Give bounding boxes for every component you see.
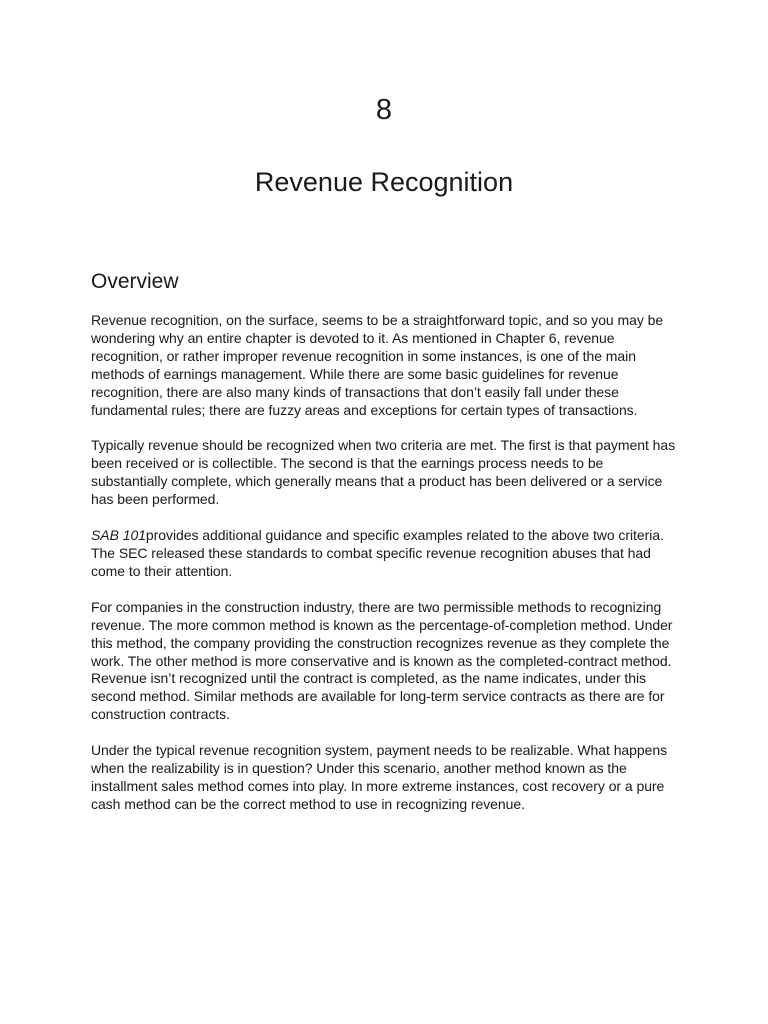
paragraph-3-text: provides additional guidance and specific examples related to the above two criteria. The SEC released these standards to combat specific revenue recognition abuses that had come to their attention. bbox=[91, 527, 664, 579]
chapter-title: Revenue Recognition bbox=[254, 167, 514, 197]
paragraph-5: Under the typical revenue recognition system, payment needs to be realizable. What happens when the realizability is in question? Under this scenario, another method known as the installment sales method comes into play. In more extreme instances, cost recovery or a pure cash method can be the correct method to use in recognizing revenue. bbox=[91, 742, 668, 812]
paragraph-1: Revenue recognition, on the surface, seems to be a straightforward topic, and so you may be wondering why an entire chapter is devoted to it. As mentioned in Chapter 6, revenue recognition, or rather improper revenue recognition in some instances, is one of the main methods of earnings management. While there are some basic guidelines for revenue recognition, there are also many kinds of transactions that don’t easily fall under these fundamental rules; there are fuzzy areas and exceptions for certain types of transactions. bbox=[91, 312, 664, 418]
paragraph-2: Typically revenue should be recognized when two criteria are met. The first is that payment has been received or is collectible. The second is that the earnings process needs to be substantially complete, which generally means that a product has been delivered or a service has been performed. bbox=[91, 437, 676, 508]
section-overview bbox=[91, 268, 681, 832]
paragraph-4: For companies in the construction industry, there are two permissible methods to recognizing revenue. The more common method is known as the percentage-of-completion method. Under this method, the company providing the construction recognizes revenue as they complete the work. The other method is more conservative and is known as the completed-contract method. Revenue isn’t recognized until the contract is completed, as the name indicates, under this second method. Similar methods are available for long-term service contracts as there are for construction contracts. bbox=[91, 598, 673, 723]
paragraph-3 bbox=[91, 527, 681, 581]
sab-101-reference: SAB 101 bbox=[91, 527, 146, 544]
chapter-number: 8 bbox=[375, 94, 393, 126]
section-heading: Overview bbox=[91, 270, 179, 293]
